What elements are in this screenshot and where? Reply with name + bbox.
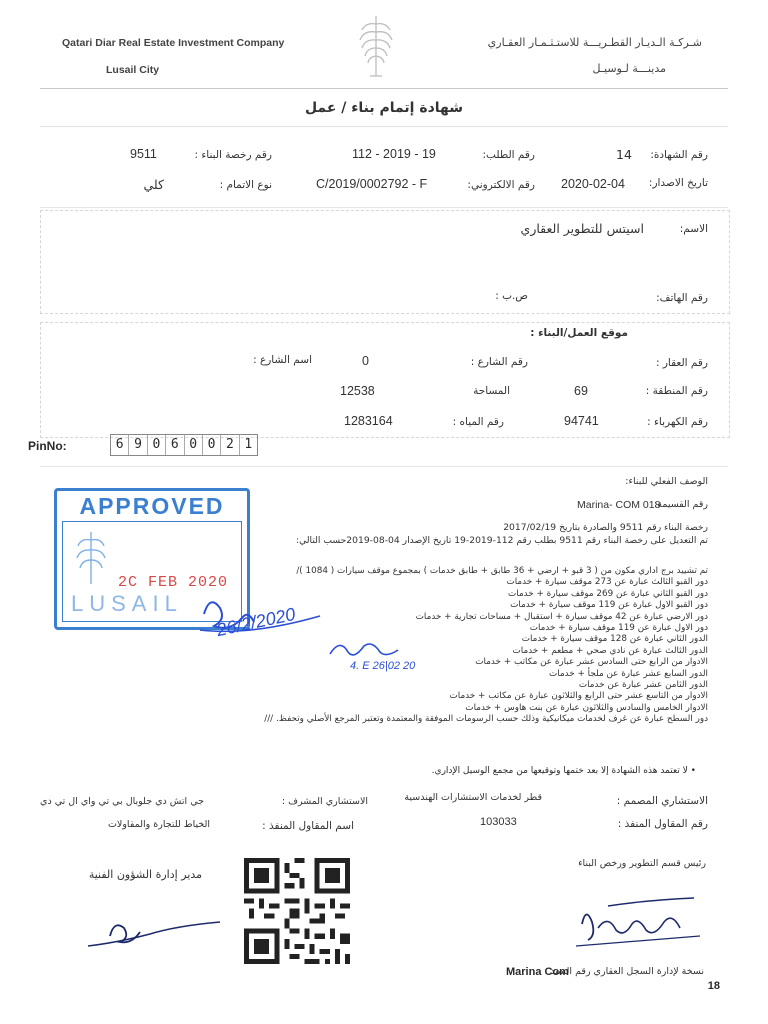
description-line: دور القبو الثاني عبارة عن 269 موقف سيارة + خدمات [507, 588, 708, 599]
pin-digit: 1 [244, 437, 253, 452]
street-no-label: رقم الشارع : [470, 356, 528, 368]
permit-no-value: 9511 [130, 147, 157, 161]
stamp-word: APPROVED [79, 493, 225, 519]
completion-type-value: كلي [143, 177, 164, 192]
dept-head-signature-icon [568, 894, 708, 954]
pin-digit: 0 [185, 435, 203, 455]
description-heading: الوصف الفعلي للبناء: [625, 476, 708, 487]
stamp-date: 2C FEB 2020 [118, 574, 229, 591]
pin-digit: 9 [129, 435, 147, 455]
street-no-value: 0 [362, 354, 369, 368]
issue-date-label: تاريخ الاصدار: [648, 177, 708, 189]
description-line: الدور السابع عشر عبارة عن ملجأ + خدمات [548, 668, 708, 679]
cert-no-label: رقم الشهادة: [650, 149, 708, 161]
registry-copy-ref: Marina Com [506, 966, 569, 978]
description-line: تم تشييد برج اداري مكون من ( 3 قبو + ارضي + 36 طابق + طابق خدمات ) بمجموع موقف سيارات ( 1084 )/ [296, 566, 708, 576]
description-line: تم التعديل على رخصة البناء رقم 9511 بطلب رقم 112-2019-19 تاريخ الإصدار 04-08-2019حسب التالي: [295, 535, 708, 546]
owner-name-value: اسيتس للتطوير العقاري [520, 221, 644, 236]
initials-icon [324, 636, 404, 662]
description-line: رخصة البناء رقم 9511 والصادرة بتاريخ 2017/02/19 [503, 522, 708, 533]
description-line: دور الاول عبارة عن 119 موقف سيارة + خدمات [529, 623, 708, 634]
page-number: 18 [707, 980, 720, 992]
electronic-no-label: رقم الالكتروني: [467, 179, 535, 191]
city-name-en: Lusail City [106, 64, 160, 76]
signature-date: 26/2/2020 [214, 603, 298, 641]
stamp-city: LUSAIL [71, 591, 183, 616]
header-divider [40, 88, 728, 89]
page-title: شهادة إتمام بناء / عمل [304, 100, 464, 116]
description-line: دور الارضي عبارة عن 42 موقف سيارة + استقبال + مساحات تجارية + خدمات [415, 611, 708, 622]
description-line: دور القبو الثالث عبارة عن 273 موقف سيارة + خدمات [506, 577, 708, 588]
property-no-label: رقم العقار : [655, 357, 708, 369]
permit-no-label: رقم رخصة البناء : [194, 149, 272, 161]
contractor-no-label: رقم المقاول المنفذ : [617, 818, 708, 830]
description-line: الادوار الخامس والسادس والثلاثون عبارة عن بنت هاوس + خدمات [465, 702, 708, 713]
palm-logo-icon [352, 10, 400, 82]
description-line: دور السطح عبارة عن غرف لخدمات ميكانيكية وذلك حسب الرسومات الموفقة والمعتمدة وتعتبر المرجع الأصلي وتحفظ. /// [264, 714, 708, 725]
designer-value: قطر لخدمات الاستشارات الهندسية [404, 792, 542, 803]
owner-name-label: الاسم: [679, 223, 708, 235]
stamp-palm-icon [73, 528, 109, 588]
location-section-label: موقع العمل/البناء : [530, 327, 628, 339]
pin-digit: 6 [111, 435, 129, 455]
request-no-label: رقم الطلب: [482, 149, 535, 161]
water-label: رقم المياه : [452, 416, 504, 428]
director-signature-icon [80, 908, 230, 956]
contractor-name-value: الخياط للتجارة والمقاولات [107, 819, 210, 830]
plot-value: Marina- COM 018 [577, 499, 661, 511]
contractor-no-value: 103033 [480, 816, 517, 828]
registry-copy-text: نسخة لإدارة السجل العقاري رقم السند [550, 966, 704, 977]
description-line: الادوار من التاسع عشر حتى الرابع والثلاثون عبارة عن مكاتب + خدمات [449, 691, 708, 702]
zone-value: 69 [574, 384, 588, 398]
water-value: 1283164 [344, 414, 393, 428]
technical-director-title: مدير إدارة الشؤون الفنية [88, 868, 202, 881]
plot-label: رقم القسيمة: [654, 499, 708, 510]
company-name-en: Qatari Diar Real Estate Investment Company [62, 37, 285, 49]
zone-label: رقم المنطقة : [645, 385, 708, 397]
qr-code-icon [244, 858, 350, 964]
description-line: الادوار من الرابع حتى السادس عشر عبارة عن مكاتب + خدمات [475, 657, 708, 668]
description-line: الدور الثالث عبارة عن نادي صحي + مطعم + خدمات [512, 645, 708, 656]
pin-label: PinNo: [28, 439, 67, 453]
area-label: المساحة [473, 385, 510, 397]
initials-date: 4. E 26|02 20 [350, 660, 416, 672]
pin-digit: 0 [203, 435, 221, 455]
supervisor-value: جي اتش دي جلوبال بي تي واي ال تي دي [40, 796, 204, 807]
title-divider [40, 126, 728, 127]
city-name-ar: مدينـــة لـوسيـل [592, 62, 666, 75]
pin-number-box [110, 434, 258, 456]
completion-type-label: نوع الاتمام : [219, 179, 272, 191]
info-divider [40, 207, 728, 208]
company-name-ar: شـركـة الـديـار القطـريـــة للاستـثـمـار العقـاري [487, 36, 702, 49]
cert-no-value: 14 [616, 147, 632, 162]
description-line: الدور الثاني عبارة عن 128 موقف سيارة + خدمات [521, 634, 708, 645]
area-value: 12538 [340, 384, 375, 398]
electricity-label: رقم الكهرباء : [647, 416, 708, 428]
issue-date-value: 2020-02-04 [561, 177, 625, 191]
street-name-label: اسم الشارع : [253, 354, 312, 366]
supervisor-label: الاستشاري المشرف : [281, 796, 368, 807]
request-no-value: 112 - 2019 - 19 [352, 147, 436, 161]
contractor-name-label: اسم المقاول المنفذ : [262, 820, 354, 832]
building-dept-head-title: رئيس قسم التطوير ورخص البناء [578, 858, 706, 869]
electricity-value: 94741 [564, 414, 599, 428]
electronic-no-value: C/2019/0002792 - F [316, 177, 428, 191]
description-line: الدور الثامن عشر عبارة عن خدمات [578, 680, 708, 691]
phone-label: رقم الهاتف: [656, 292, 708, 304]
description-line: دور القبو الاول عبارة عن 119 موقف سيارة + خدمات [510, 600, 708, 611]
pin-digit: 6 [166, 435, 184, 455]
pin-digit: 2 [221, 435, 239, 455]
validity-note: • لا تعتمد هذه الشهادة إلا بعد ختمها وتوقيعها من مجمع الوسيل الإداري. [431, 766, 696, 776]
designer-label: الاستشاري المصمم : [616, 795, 708, 807]
pin-digit: 0 [148, 435, 166, 455]
pobox-label: ص.ب : [495, 290, 528, 302]
description-divider [40, 466, 728, 467]
